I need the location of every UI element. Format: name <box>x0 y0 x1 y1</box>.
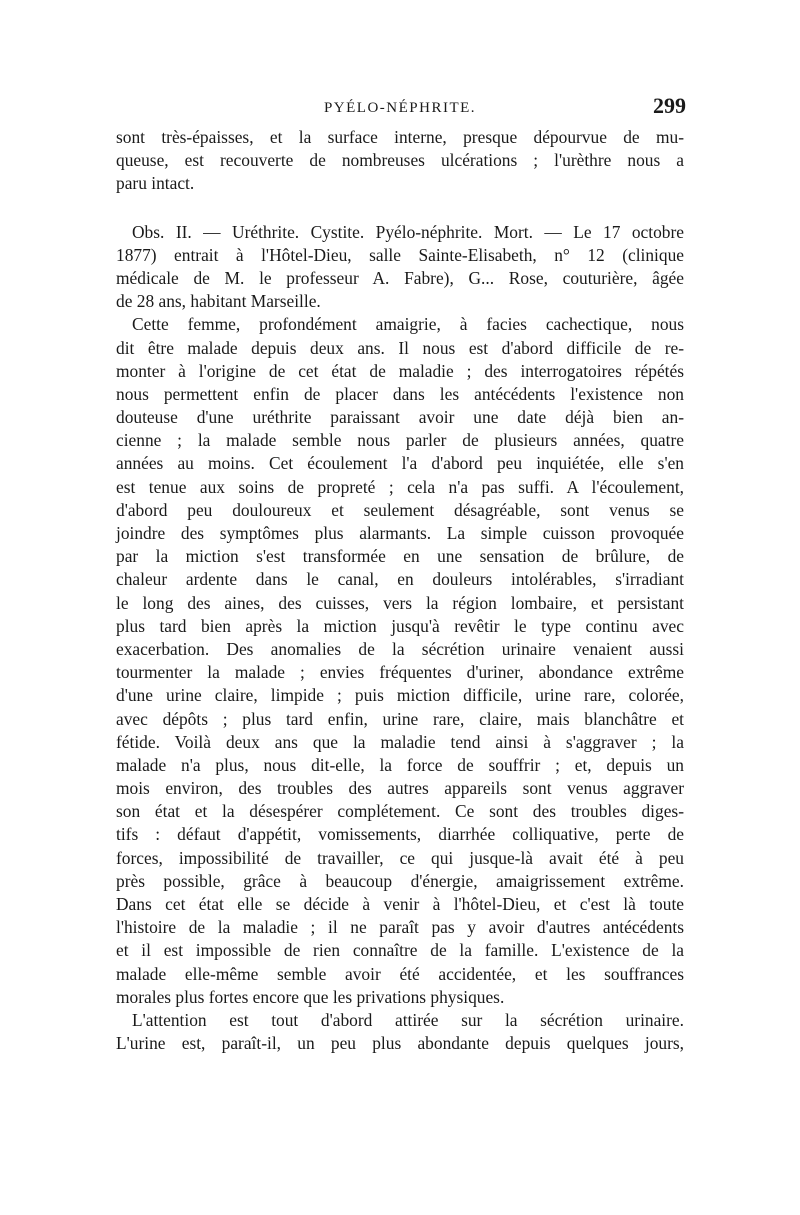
text-line: sont très-épaisses, et la surface interne, presque dépourvue de mu- <box>116 127 684 147</box>
text-line: Cette femme, profondément amaigrie, à facies cachectique, nous <box>132 314 684 335</box>
page-number: 299 <box>653 93 686 118</box>
text-line: paru intact. <box>116 173 195 194</box>
text-line: d'abord peu douloureux et seulement désagréable, sont venus se <box>116 499 684 520</box>
text-line: forces, impossibilité de travailler, ce qui jusque-là avait été à peu <box>116 847 684 868</box>
text-line: plus tard bien après la miction jusqu'à revêtir le type continu avec <box>116 615 684 636</box>
text-line: chaleur ardente dans le canal, en douleurs intolérables, s'irradiant <box>116 569 684 590</box>
text-line: son état et la désespérer complétement. Ce sont des troubles diges- <box>116 801 684 822</box>
text-line: et il est impossible de rien connaître de la famille. L'existence de la <box>116 940 684 961</box>
observation-heading <box>116 221 684 314</box>
text-line: Dans cet état elle se décide à venir à l'hôtel-Dieu, et c'est là toute <box>116 894 684 914</box>
text-line: 1877) entrait à l'Hôtel-Dieu, salle Sainte-Elisabeth, n° 12 (clinique <box>116 244 684 265</box>
text-line: L'attention est tout d'abord attirée sur la sécrétion urinaire. <box>132 1009 684 1030</box>
text-line: fétide. Voilà deux ans que la maladie tend ainsi à s'aggraver ; la <box>116 731 684 752</box>
text-line: monter à l'origine de cet état de maladie ; des interrogatoires répétés <box>116 360 684 381</box>
text-line: tourmenter la malade ; envies fréquentes d'uriner, abondance extrême <box>116 662 684 683</box>
text-line: mois environ, des troubles des autres appareils sont venus aggraver <box>116 778 684 799</box>
text-line: médicale de M. le professeur A. Fabre), G... Rose, couturière, âgée <box>116 267 684 288</box>
text-line: est tenue aux soins de propreté ; cela n'a pas suffi. A l'écoulement, <box>116 476 684 497</box>
text-line: près possible, grâce à beaucoup d'énergie, amaigrissement extrême. <box>116 870 684 891</box>
paragraph-history <box>116 313 684 1009</box>
text-line: Obs. II. — Uréthrite. Cystite. Pyélo-néphrite. Mort. — Le 17 octobre <box>132 221 684 242</box>
text-line: joindre des symptômes plus alarmants. La simple cuisson provoquée <box>116 523 684 543</box>
running-title: PYÉLO-NÉPHRITE. <box>323 100 477 116</box>
text-line: de 28 ans, habitant Marseille. <box>116 291 321 312</box>
text-line: morales plus fortes encore que les privations physiques. <box>116 986 505 1007</box>
text-line: l'histoire de la maladie ; il ne paraît pas y avoir d'autres antécédents <box>116 917 684 938</box>
continuation-text <box>116 126 684 196</box>
text-line: exacerbation. Des anomalies de la sécrétion urinaire venaient aussi <box>116 638 684 659</box>
text-line: par la miction s'est transformée en une sensation de brûlure, de <box>116 546 684 567</box>
text-line: avec dépôts ; plus tard enfin, urine rare, claire, mais blanchâtre et <box>116 708 684 729</box>
text-line: tifs : défaut d'appétit, vomissements, diarrhée colliquative, perte de <box>116 824 684 845</box>
book-page <box>116 94 684 1055</box>
text-line: queuse, est recouverte de nombreuses ulcérations ; l'urèthre nous a <box>116 150 684 171</box>
text-line: cienne ; la malade semble nous parler de plusieurs années, quatre <box>116 430 684 451</box>
text-line: nous permettent enfin de placer dans les antécédents l'existence non <box>116 383 684 404</box>
text-line: d'une urine claire, limpide ; puis miction difficile, urine rare, colorée, <box>116 685 684 706</box>
running-head <box>116 94 684 126</box>
text-line: dit être malade depuis deux ans. Il nous est d'abord difficile de re- <box>116 337 684 358</box>
text-line: malade n'a plus, nous dit-elle, la force de souffrir ; et, depuis un <box>116 754 684 775</box>
text-line: le long des aines, des cuisses, vers la région lombaire, et persistant <box>116 592 684 613</box>
paragraph-urine <box>116 1009 684 1055</box>
text-line: années au moins. Cet écoulement l'a d'abord peu inquiétée, elle s'en <box>116 453 684 474</box>
text-line: malade elle-même semble avoir été accidentée, et les souffrances <box>116 963 684 984</box>
text-line: douteuse d'une uréthrite paraissant avoir une date déjà bien an- <box>116 407 684 428</box>
text-line: L'urine est, paraît-il, un peu plus abondante depuis quelques jours, <box>116 1033 684 1054</box>
section-gap <box>116 196 684 221</box>
